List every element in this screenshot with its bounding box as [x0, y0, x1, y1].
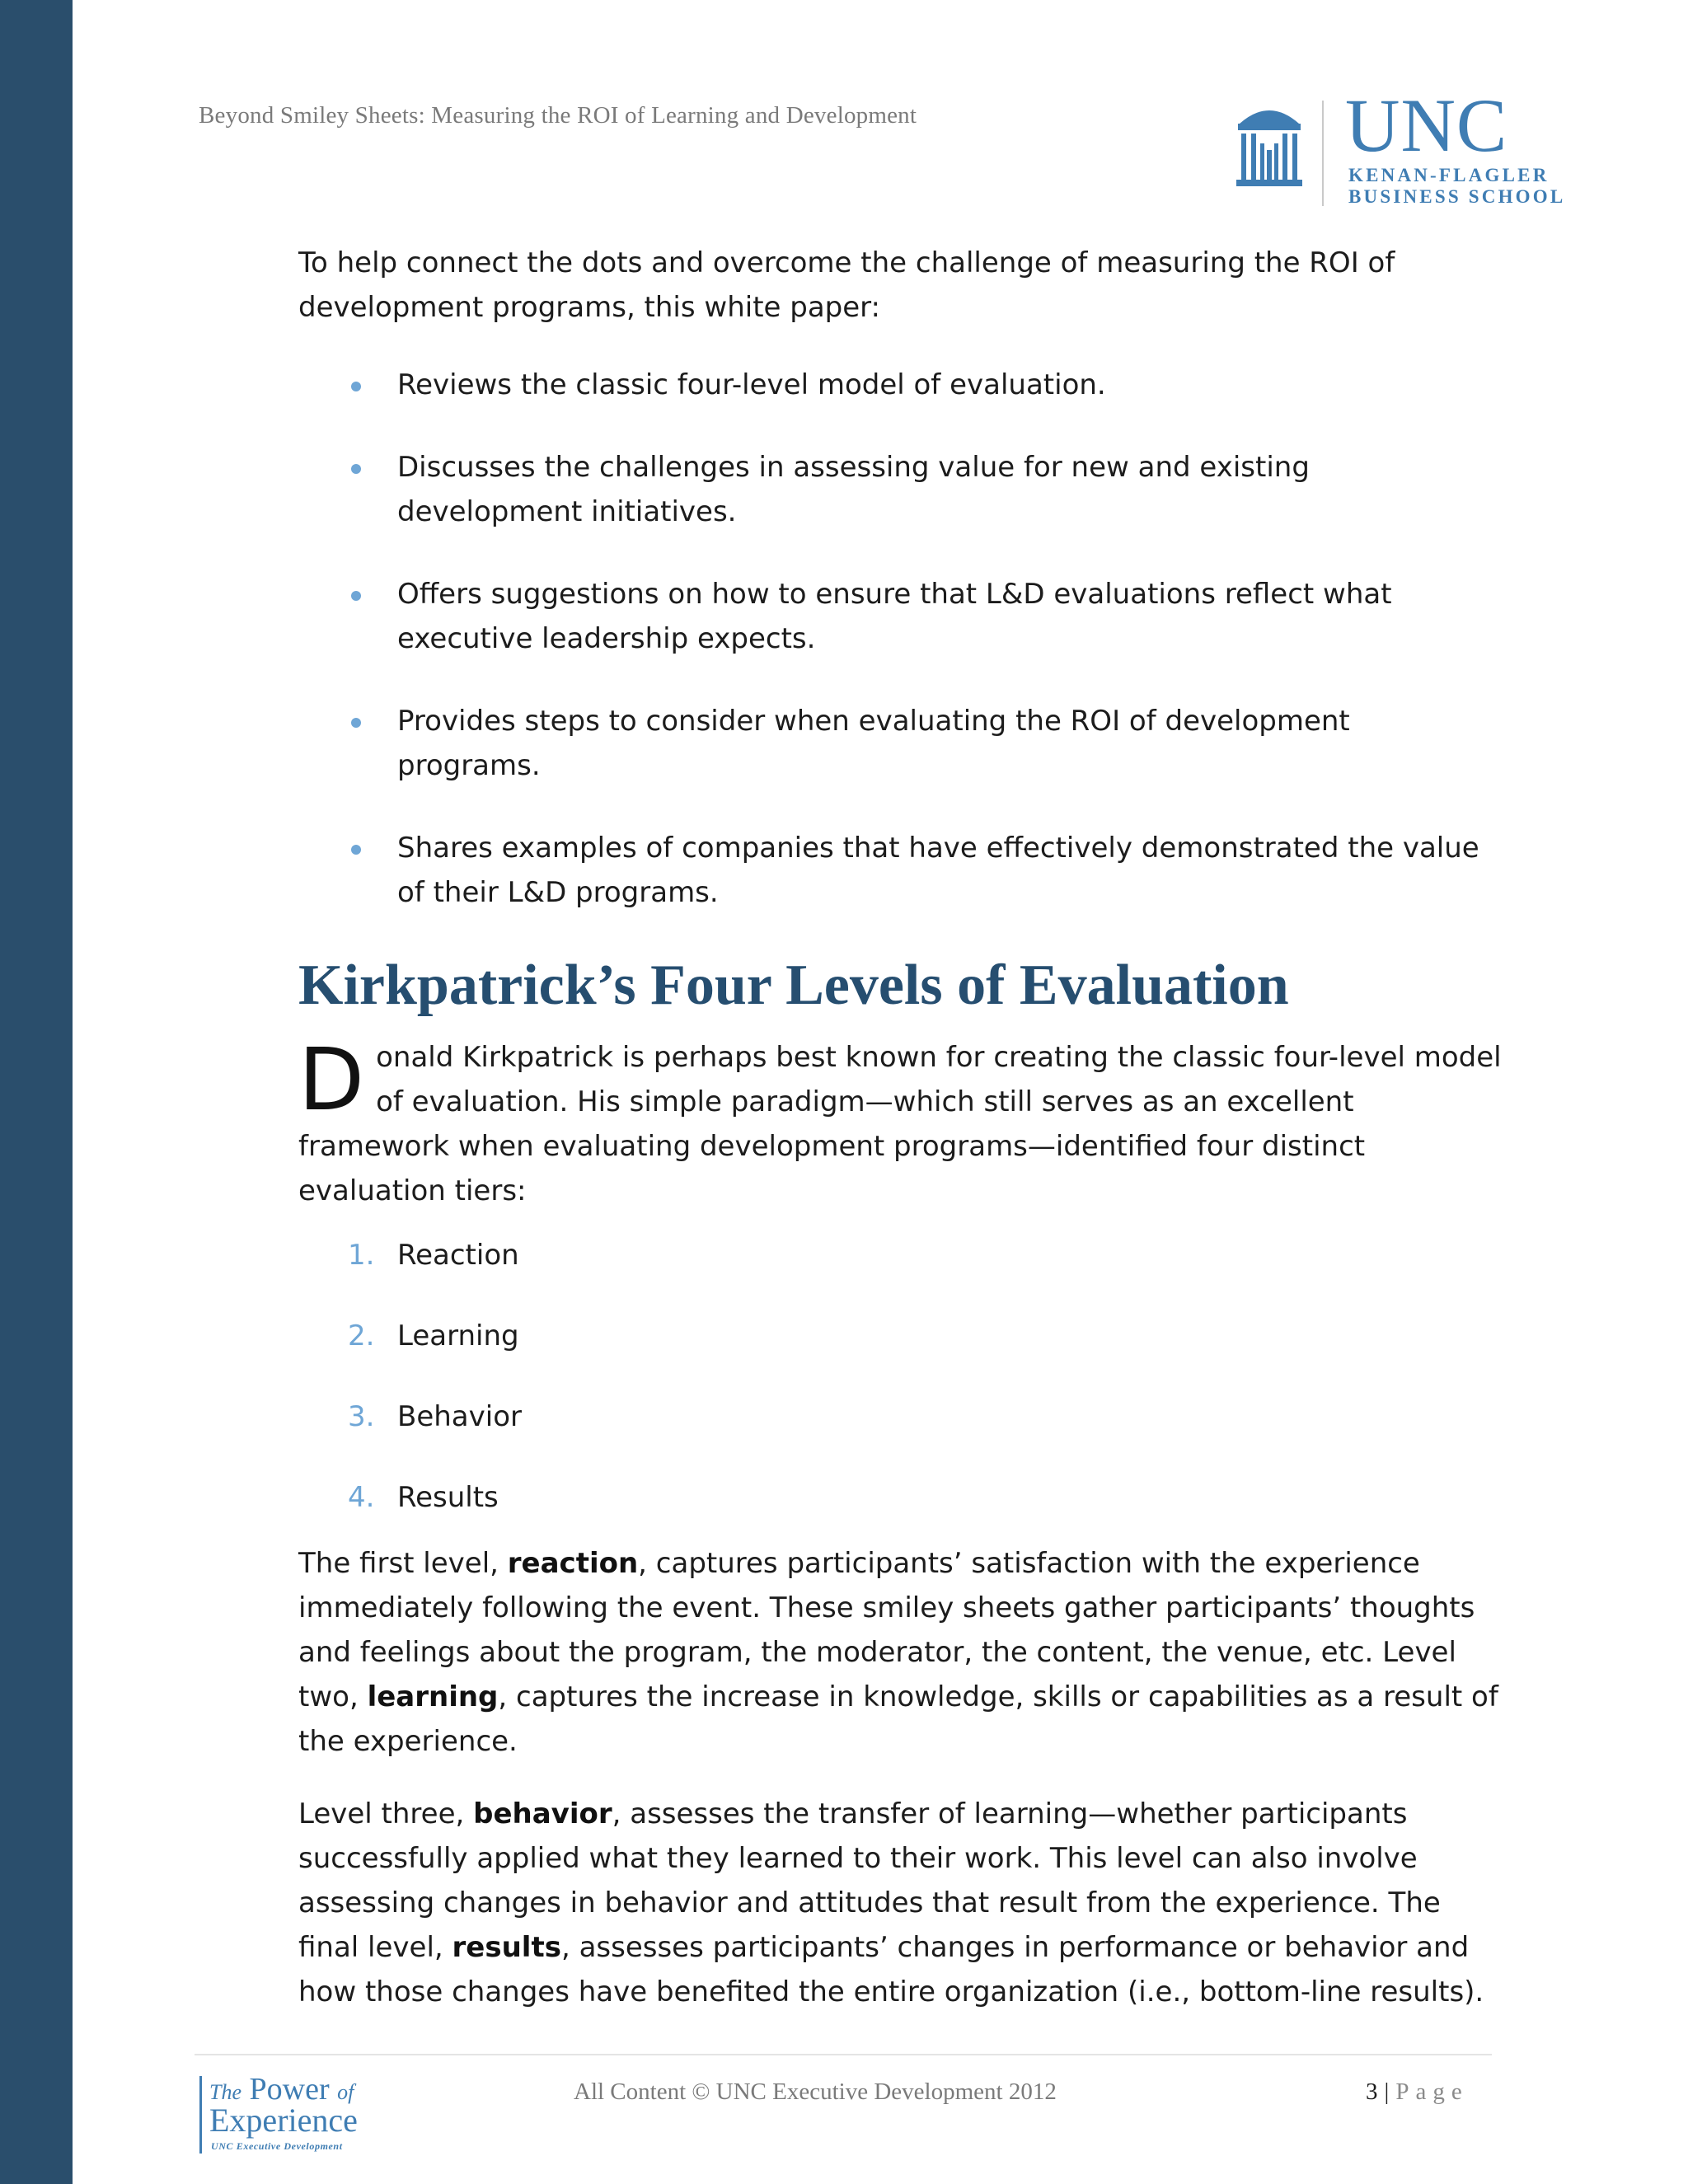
bullet-item: Provides steps to consider when evaluating the ROI of development programs.	[298, 699, 1502, 788]
logo-business-school: BUSINESS SCHOOL	[1348, 186, 1566, 207]
bullet-item: Offers suggestions on how to ensure that L&D evaluations reflect what executive leadership expects.	[298, 572, 1502, 661]
bullet-list	[298, 363, 1502, 915]
logo-divider	[1322, 101, 1324, 206]
bullet-icon	[351, 591, 361, 601]
body-paragraph-reaction: The first level, reaction, captures participants’ satisfaction with the experience immediately following the event. These smiley sheets gather participants’ thoughts and feelings about the program, the moderator, the content, the venue, etc. Level two, learning, captures the increase in knowledge, skills or capabilities as a result of the experience.	[298, 1547, 1498, 1758]
body-paragraph-behavior: Level three, behavior, assesses the transfer of learning—whether participants successfully applied what they learned to their work. This level can also involve assessing changes in behavior and attitudes that result from the experience. The final level, results, assesses participants’ changes in performance or behavior and how those changes have benefited the entire organization (i.e., bottom-line results).	[298, 1797, 1484, 2008]
bullet-item: Reviews the classic four-level model of evaluation.	[298, 363, 1502, 407]
page-number: 3 | Page	[1366, 2079, 1469, 2105]
header-title: Beyond Smiley Sheets: Measuring the ROI of Learning and Development	[199, 102, 917, 129]
drop-cap: D	[298, 1029, 365, 1130]
unc-logo	[1235, 83, 1597, 213]
bullet-icon	[351, 845, 361, 855]
logo-unc-text: UNC	[1345, 83, 1508, 167]
logo-bar	[199, 2076, 202, 2154]
left-sidebar-band	[0, 0, 73, 2184]
main-content	[298, 241, 1502, 2042]
section-heading: Kirkpatrick’s Four Levels of Evaluation	[298, 954, 1289, 1017]
level-item: 3. Behavior	[348, 1400, 522, 1433]
level-item: 1. Reaction	[348, 1239, 519, 1272]
bullet-item: Discusses the challenges in assessing value for new and existing development initiatives.	[298, 445, 1502, 534]
bullet-icon	[351, 718, 361, 728]
power-of-experience-logo: The Power of Experience UNC Executive Development	[199, 2073, 389, 2163]
intro-paragraph: To help connect the dots and overcome the challenge of measuring the ROI of development programs, this white paper:	[298, 246, 1395, 324]
footer-divider	[195, 2054, 1492, 2055]
bullet-icon	[351, 382, 361, 391]
bullet-icon	[351, 464, 361, 474]
footer-copyright: All Content © UNC Executive Development 2012	[574, 2079, 1057, 2105]
level-item: 2. Learning	[348, 1319, 519, 1352]
level-item: 4. Results	[348, 1481, 499, 1514]
levels-list	[298, 1233, 1502, 1520]
old-well-icon	[1235, 101, 1304, 198]
dropcap-paragraph: Donald Kirkpatrick is perhaps best known for creating the classic four-level model of evaluation. His simple paradigm—which still serves as an excellent framework when evaluating development programs—identified four distinct evaluation tiers:	[298, 1029, 1502, 1207]
logo-kenan-flagler: KENAN-FLAGLER	[1348, 165, 1550, 185]
bullet-item: Shares examples of companies that have effectively demonstrated the value of their L&D programs.	[298, 826, 1502, 915]
